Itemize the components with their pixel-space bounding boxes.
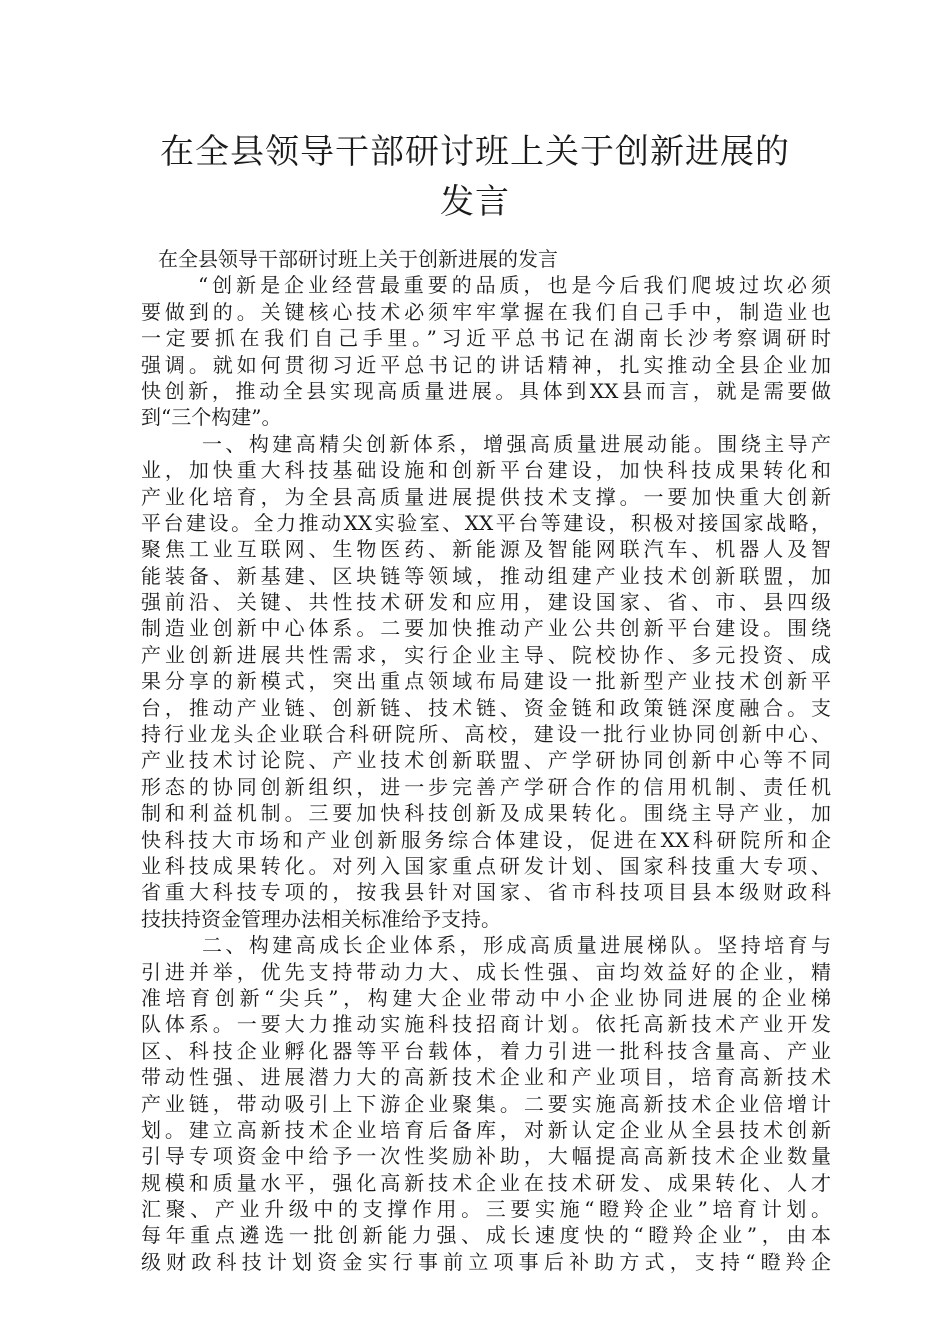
paragraph-line: 能装备、新基建、区块链等领域，推动组建产业技术创新联盟，加 (141, 563, 831, 588)
paragraph-line: 级财政科技计划资金实行事前立项事后补助方式，支持“瞪羚企 (141, 1249, 831, 1274)
document-subtitle: 在全县领导干部研讨班上关于创新进展的发言 (158, 247, 558, 271)
document-title-line-1: 在全县领导干部研讨班上关于创新进展的 (160, 132, 790, 172)
paragraph-line: 产业化培育，为全县高质量进展提供技术支撑。一要加快重大创新 (141, 484, 831, 509)
document-body (141, 246, 831, 1275)
paragraph-1 (141, 272, 831, 430)
paragraph-line: 划。建立高新技术企业培育后备库，对新认定企业从全县技术创新 (141, 1117, 831, 1142)
paragraph-line: 业科技成果转化。对列入国家重点研发计划、国家科技重大专项、 (141, 853, 831, 878)
paragraph-line: 省重大科技专项的，按我县针对国家、省市科技项目县本级财政科 (141, 880, 831, 905)
paragraph-3 (141, 932, 831, 1275)
paragraph-line: 要做到的。关键核心技术必须牢牢掌握在我们自己手中，制造业也 (141, 299, 831, 324)
paragraph-line: 每年重点遴选一批创新能力强、成长速度快的“瞪羚企业”，由本 (141, 1223, 831, 1248)
document-title-line-2: 发言 (440, 182, 510, 222)
paragraph-line: 带动性强、进展潜力大的高新技术企业和产业项目，培育高新技术 (141, 1065, 831, 1090)
paragraph-line: 强调。就如何贯彻习近平总书记的讲话精神，扎实推动全县企业加 (141, 352, 831, 377)
paragraph-line: 产业链，带动吸引上下游企业聚集。二要实施高新技术企业倍增计 (141, 1091, 831, 1116)
paragraph-line: 业，加快重大科技基础设施和创新平台建设，加快科技成果转化和 (141, 458, 831, 483)
paragraph-line: 引进并举，优先支持带动力大、成长性强、亩均效益好的企业，精 (141, 959, 831, 984)
paragraph-line: 持行业龙头企业联合科研院所、高校，建设一批行业协同创新中心、 (141, 722, 831, 747)
paragraph-line: 技扶持资金管理办法相关标准给予支持。 (141, 906, 501, 931)
paragraph-line: 引导专项资金中给予一次性奖励补助，大幅提高高新技术企业数量 (141, 1144, 831, 1169)
paragraph-line: 到“三个构建”。 (141, 405, 282, 430)
paragraph-line: 快创新，推动全县实现高质量进展。具体到XX县而言，就是需要做 (141, 378, 831, 403)
paragraph-line: 队体系。一要大力推动实施科技招商计划。依托高新技术产业开发 (141, 1012, 831, 1037)
paragraph-line: 汇聚、产业升级中的支撑作用。三要实施“瞪羚企业”培育计划。 (141, 1197, 831, 1222)
paragraph-line: 准培育创新“尖兵”，构建大企业带动中小企业协同进展的企业梯 (141, 985, 831, 1010)
paragraph-line: 制造业创新中心体系。二要加快推动产业公共创新平台建设。围绕 (141, 616, 831, 641)
paragraph-line: 一定要抓在我们自己手里。”习近平总书记在湖南长沙考察调研时 (141, 326, 831, 351)
paragraph-line: 规模和质量水平，强化高新技术企业在技术研发、成果转化、人才 (141, 1170, 831, 1195)
paragraph-line: 平台建设。全力推动XX实验室、XX平台等建设，积极对接国家战略， (141, 510, 831, 535)
paragraph-line: 一、构建高精尖创新体系，增强高质量进展动能。围绕主导产 (202, 431, 831, 456)
paragraph-line: 果分享的新模式，突出重点领域布局建设一批新型产业技术创新平 (141, 669, 831, 694)
paragraph-line: “创新是企业经营最重要的品质，也是今后我们爬坡过坎必须 (198, 273, 831, 298)
paragraph-line: 台，推动产业链、创新链、技术链、资金链和政策链深度融合。支 (141, 695, 831, 720)
paragraph-line: 产业创新进展共性需求，实行企业主导、院校协作、多元投资、成 (141, 642, 831, 667)
paragraph-2 (141, 431, 831, 932)
paragraph-line: 强前沿、关键、共性技术研发和应用，建设国家、省、市、县四级 (141, 590, 831, 615)
paragraph-line: 区、科技企业孵化器等平台载体，着力引进一批科技含量高、产业 (141, 1038, 831, 1063)
paragraph-line: 聚焦工业互联网、生物医药、新能源及智能网联汽车、机器人及智 (141, 537, 831, 562)
paragraph-line: 快科技大市场和产业创新服务综合体建设，促进在XX科研院所和企 (141, 827, 831, 852)
paragraph-line: 形态的协同创新组织，进一步完善产学研合作的信用机制、责任机 (141, 774, 831, 799)
paragraph-line: 二、构建高成长企业体系，形成高质量进展梯队。坚持培育与 (202, 933, 831, 958)
paragraph-line: 产业技术讨论院、产业技术创新联盟、产学研协同创新中心等不同 (141, 748, 831, 773)
paragraph-line: 制和利益机制。三要加快科技创新及成果转化。围绕主导产业，加 (141, 801, 831, 826)
